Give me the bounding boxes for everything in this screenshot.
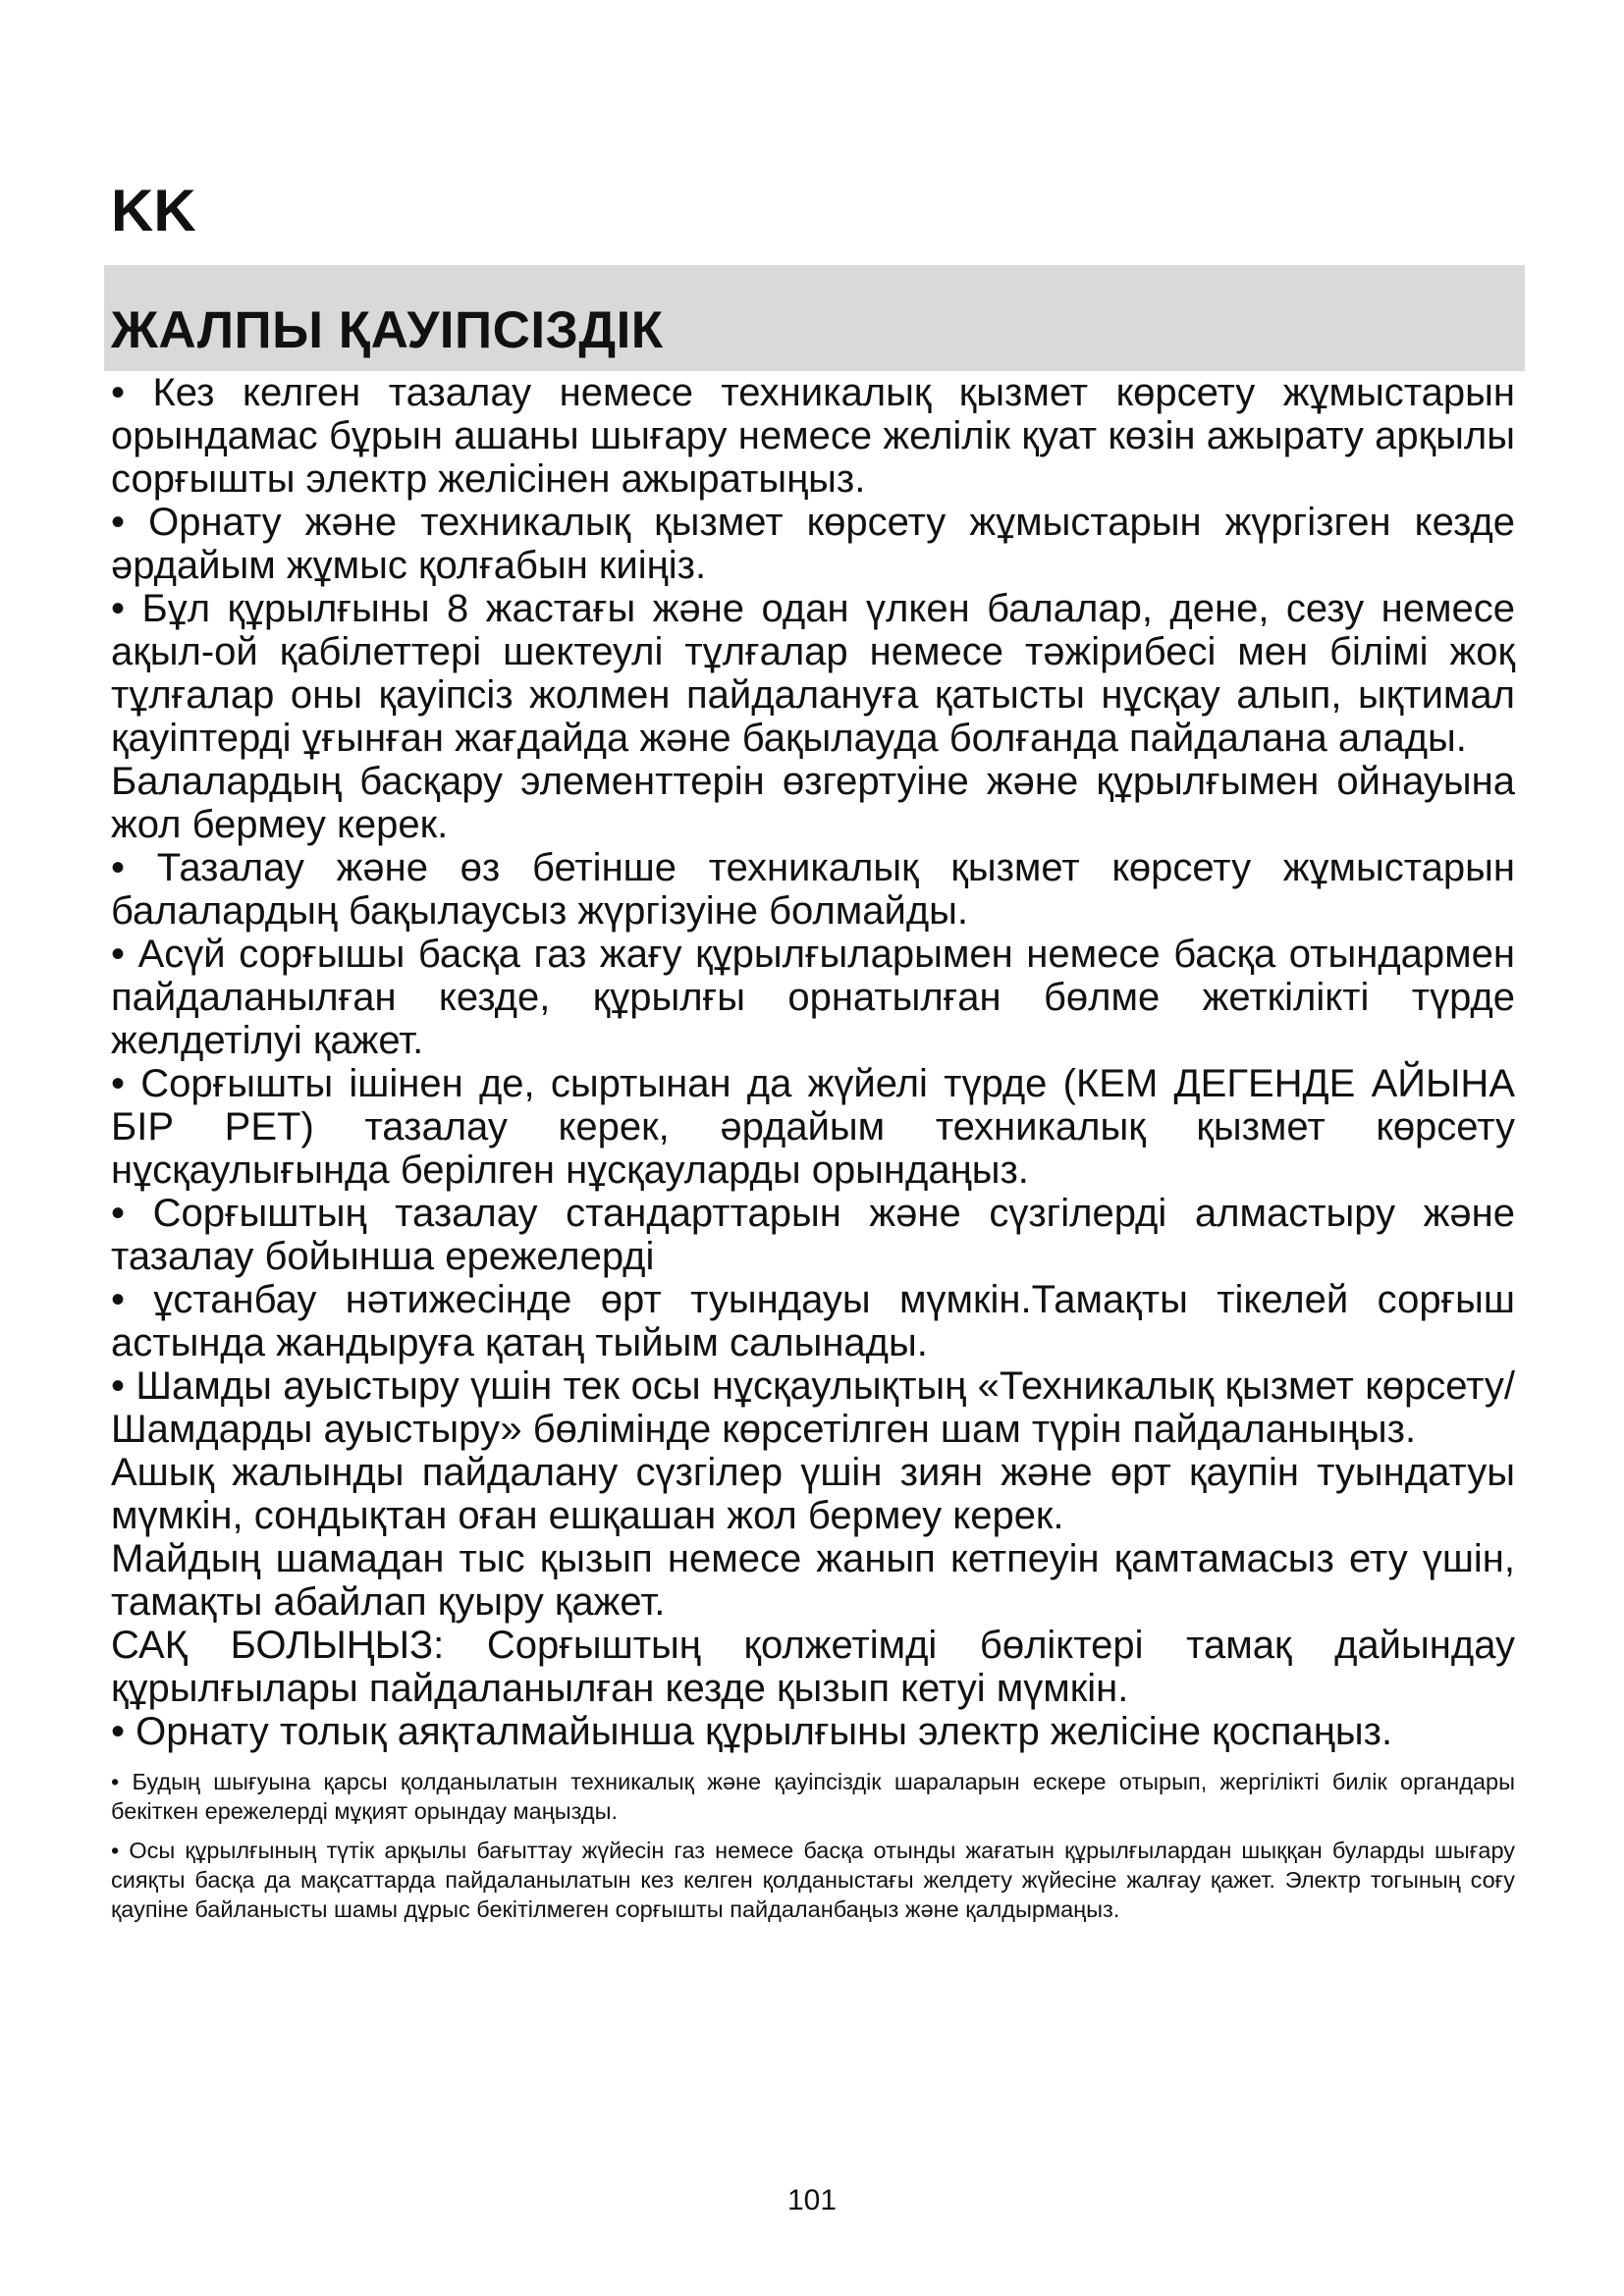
paragraph-caution-hot-parts: САҚ БОЛЫҢЫЗ: Сорғыштың қолжетімді бөліктері тамақ дайындау құрылғылары пайдаланылған кезде қызып кетуі мүмкін.	[111, 1624, 1515, 1710]
paragraph-disconnect-power: • Кез келген тазалау немесе техникалық қызмет көрсету жұмыстарын орындамас бұрын ашаны шығару немесе желілік қуат көзін ажырату арқылы сорғышты электр желісінен ажыратыңыз.	[111, 371, 1515, 501]
paragraph-open-flame: Ашық жалынды пайдалану сүзгілер үшін зиян және өрт қаупін туындатуы мүмкін, сондықтан оған ешқашан жол бермеу керек.	[111, 1451, 1515, 1537]
paragraph-children-usage: • Бұл құрылғыны 8 жастағы және одан үлкен балалар, дене, сезу немесе ақыл-ой қабілеттері шектеулі тұлғалар немесе тәжірибесі мен білімі жоқ тұлғалар оны қауіпсіз жолмен пайдалануға қатысты нұсқау алып, ықтимал қауіптерді ұғынған жағдайда және бақылауда болғанда пайдалана алады.	[111, 587, 1515, 760]
paragraph-ventilation: • Асүй сорғышы басқа газ жағу құрылғыларымен немесе басқа отындармен пайдаланылған кезде, құрылғы орнатылған бөлме жеткілікті түрде желдетілуі қажет.	[111, 933, 1515, 1062]
paragraph-fire-risk: • ұстанбау нәтижесінде өрт туындауы мүмкін.Тамақты тікелей сорғыш астында жандыруға қатаң тыйым салынады.	[111, 1278, 1515, 1364]
paragraph-children-play: Балалардың басқару элементтерін өзгертуіне және құрылғымен ойнауына жол бермеу керек.	[111, 760, 1515, 846]
language-code: KK	[111, 178, 196, 243]
page-number: 101	[786, 2184, 838, 2216]
paragraph-duct-system: • Осы құрылғының түтік арқылы бағыттау жүйесін газ немесе басқа отынды жағатын құрылғылардан шыққан буларды шығару сияқты басқа да мақсаттарда пайдаланылатын кез келген қолданыстағы желдету жүйесіне жалғау қажет. Электр тогының соғу қаупіне байланысты шамы дұрыс бекітілмеген сорғышты пайдаланбаңыз және қалдырмаңыз.	[111, 1838, 1515, 1922]
paragraph-work-gloves: • Орнату және техникалық қызмет көрсету жұмыстарын жүргізген кезде әрдайым жұмыс қолғабын киіңіз.	[111, 501, 1515, 587]
paragraph-local-regulations: • Будың шығуына қарсы қолданылатын техникалық және қауіпсіздік шараларын ескере отырып, жергілікті билік органдары бекіткен ережелерді мұқият орындау маңызды.	[111, 1769, 1515, 1824]
paragraph-filter-rules: • Сорғыштың тазалау стандарттарын және сүзгілерді алмастыру және тазалау бойынша ережелерді	[111, 1192, 1515, 1278]
paragraph-children-cleaning: • Тазалау және өз бетінше техникалық қызмет көрсету жұмыстарын балалардың бақылаусыз жүргізуіне болмайды.	[111, 846, 1515, 933]
paragraph-installation-connect: • Орнату толық аяқталмайынша құрылғыны электр желісіне қоспаңыз.	[111, 1710, 1393, 1753]
section-title: ЖАЛПЫ ҚАУІПСІЗДІК	[111, 301, 664, 359]
paragraph-lamp-replacement: • Шамды ауыстыру үшін тек осы нұсқаулықтың «Техникалық қызмет көрсету/Шамдарды ауыстыру» бөлімінде көрсетілген шам түрін пайдаланыңыз.	[111, 1364, 1515, 1451]
paragraph-frying: Майдың шамадан тыс қызып немесе жанып кетпеуін қамтамасыз ету үшін, тамақты абайлап қуыру қажет.	[111, 1537, 1515, 1624]
paragraph-regular-cleaning: • Сорғышты ішінен де, сыртынан да жүйелі түрде (КЕМ ДЕГЕНДЕ АЙЫНА БІР РЕТ) тазалау керек, әрдайым техникалық қызмет көрсету нұсқаулығында берілген нұсқауларды орындаңыз.	[111, 1062, 1515, 1192]
safety-instructions	[111, 371, 1515, 1924]
